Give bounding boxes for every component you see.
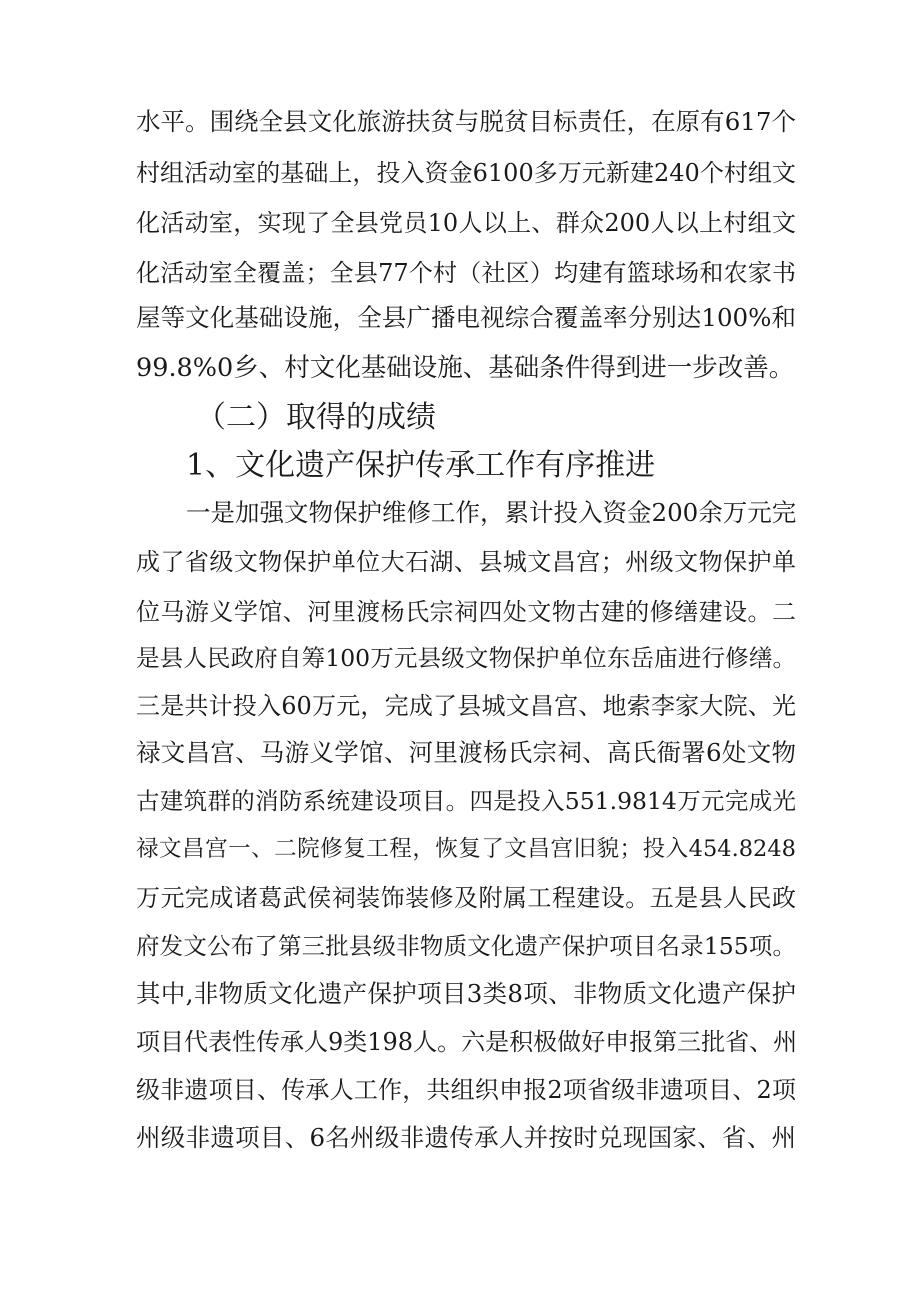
subsection-heading: 1、文化遗产保护传承工作有序推进 [186,448,656,483]
paragraph-line: 禄文昌宫一、二院修复工程，恢复了文昌宫旧貌；投入454.8248 [136,836,796,862]
paragraph-line: 是县人民政府自筹100万元县级文物保护单位东岳庙进行修缮。 [136,644,796,672]
paragraph-line: 其中,非物质文化遗产保护项目3类8项、非物质文化遗产保护 [136,979,796,1008]
paragraph-line: 位马游义学馆、河里渡杨氏宗祠四处文物古建的修缮建设。二 [136,598,796,626]
paragraph-line: 三是共计投入60万元，完成了县城文昌宫、地索李家大院、光 [136,692,796,720]
paragraph-line: 化活动室全覆盖；全县77个村（社区）均建有篮球场和农家书 [136,259,796,287]
section-heading: （二）取得的成绩 [196,400,436,435]
paragraph-line: 项目代表性传承人9类198人。六是积极做好申报第三批省、州 [136,1028,798,1056]
paragraph-line: 万元完成诸葛武侯祠装饰装修及附属工程建设。五是县人民政 [136,884,796,912]
paragraph-line: 级非遗项目、传承人工作，共组织申报2项省级非遗项目、2项 [136,1076,796,1104]
paragraph-line: 村组活动室的基础上，投入资金6100多万元新建240个村组文 [136,159,796,187]
paragraph-line: 一是加强文物保护维修工作，累计投入资金200余万元完 [186,498,797,527]
paragraph-line: 99.8%0乡、村文化基础设施、基础条件得到进一步改善。 [136,353,795,383]
paragraph-line: 化活动室，实现了全县党员10人以上、群众200人以上村组文 [136,209,796,237]
paragraph-line: 府发文公布了第三批县级非物质文化遗产保护项目名录155项。 [136,932,796,960]
paragraph-line: 州级非遗项目、6名州级非遗传承人并按时兑现国家、省、州 [136,1123,796,1152]
paragraph-line: 成了省级文物保护单位大石湖、县城文昌宫；州级文物保护单 [136,548,796,576]
paragraph-line: 屋等文化基础设施，全县广播电视综合覆盖率分别达100%和 [136,303,796,332]
paragraph-line: 禄文昌宫、马游义学馆、河里渡杨氏宗祠、高氏衙署6处文物 [136,738,796,767]
paragraph-line: 古建筑群的消防系统建设项目。四是投入551.9814万元完成光 [136,787,796,815]
paragraph-line: 水平。围绕全县文化旅游扶贫与脱贫目标责任，在原有617个 [136,107,796,136]
